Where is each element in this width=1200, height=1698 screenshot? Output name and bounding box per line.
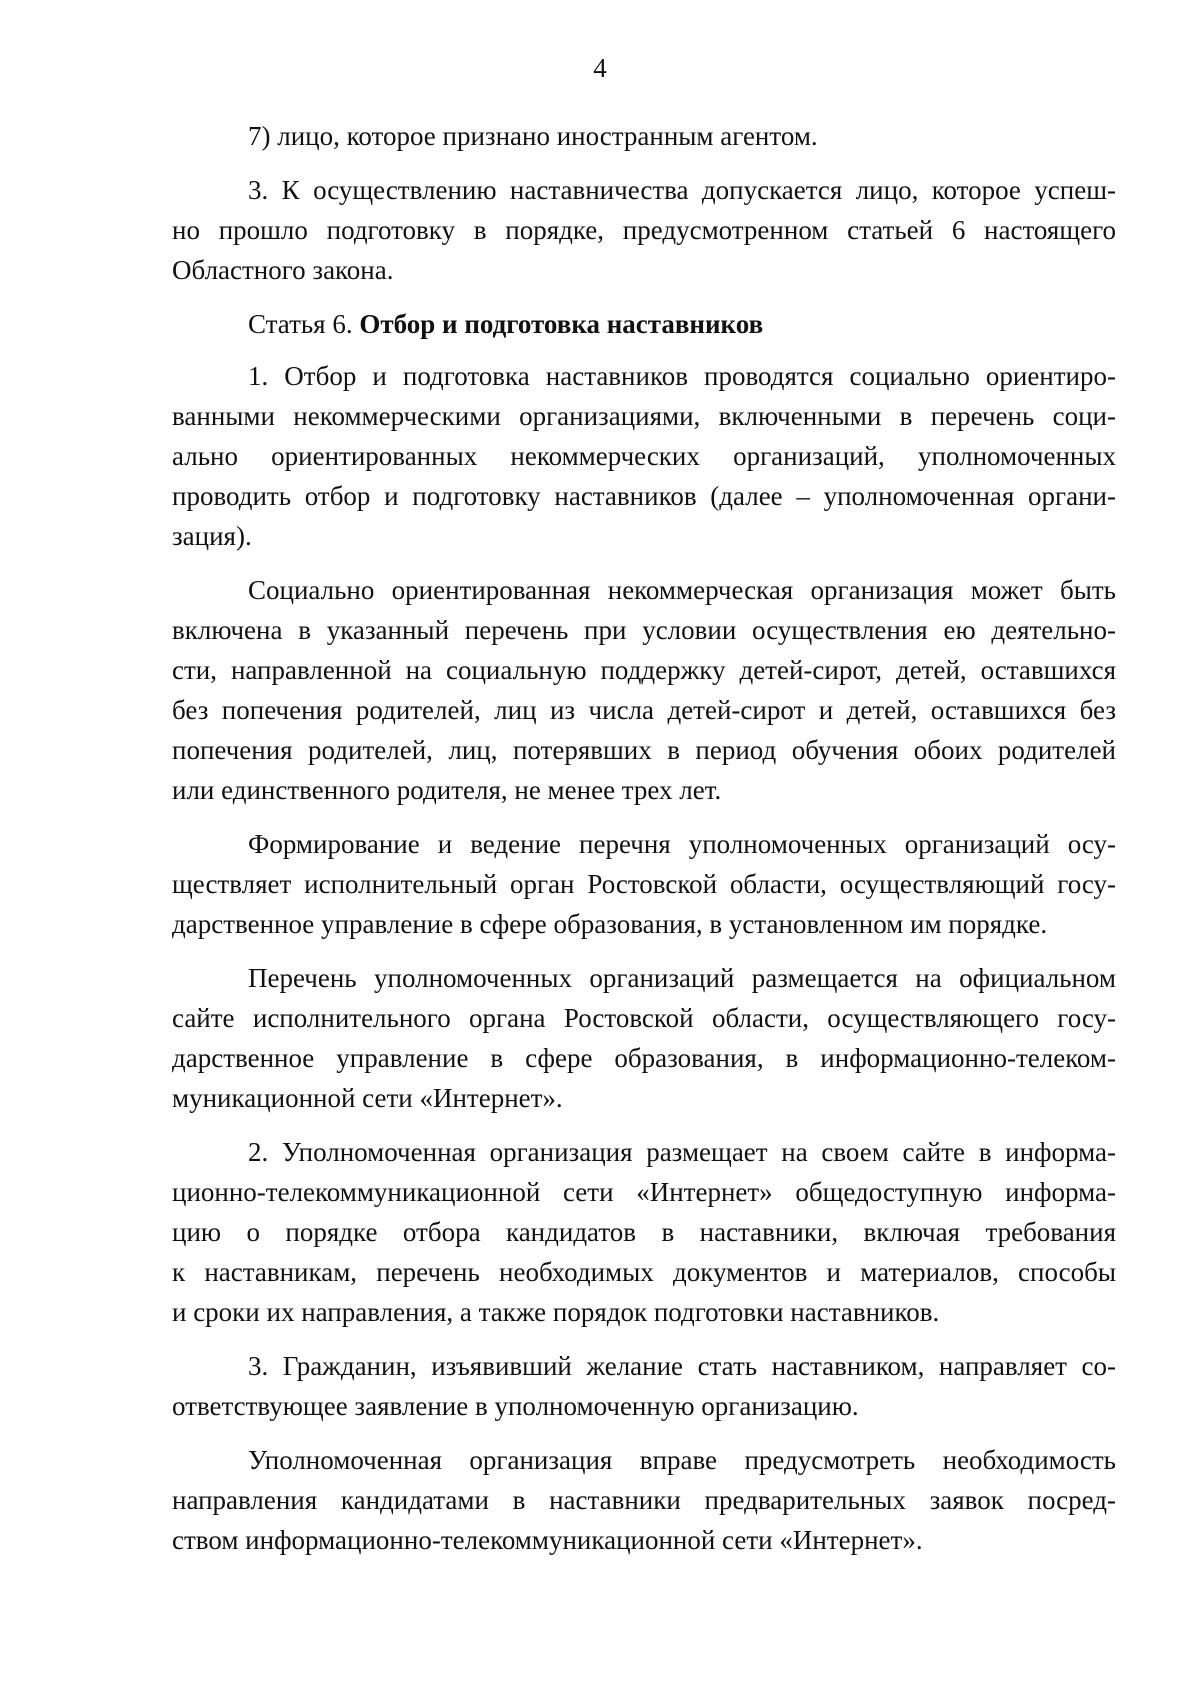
text-line: ально ориентированных некоммерческих организаций, уполномоченных [172,441,1116,471]
text-line: 1. Отбор и подготовка наставников проводятся социально ориентиро- [248,361,1116,391]
text-line: Перечень уполномоченных организаций размещается на официальном [248,963,1116,993]
text-line: ответствующее заявление в уполномоченную организацию. [172,1391,859,1421]
paragraph-item-2-information [172,1132,1116,1332]
paragraph-preliminary-applications [172,1440,1116,1560]
text-line: Социально ориентированная некоммерческая организация может быть [248,575,1116,605]
text-line: 3. Гражданин, изъявивший желание стать наставником, направляет со- [248,1351,1116,1381]
paragraph-list-formation [172,824,1116,944]
paragraph-nko-inclusion [172,570,1116,810]
text-line: сти, направленной на социальную поддержку детей-сирот, детей, оставшихся [172,655,1116,685]
text-line: дарственное управление в сфере образования, в информационно-телеком- [172,1043,1116,1073]
text-line: дарственное управление в сфере образования, в установленном им порядке. [172,909,1048,939]
article-heading [172,304,1116,344]
text-line: Уполномоченная организация вправе предусмотреть необходимость [248,1445,1116,1475]
text-line: ционно-телекоммуникационной сети «Интернет» общедоступную информа- [172,1177,1116,1207]
text-line: 7) лицо, которое признано иностранным агентом. [248,121,818,151]
text-line: и сроки их направления, а также порядок подготовки наставников. [172,1297,940,1327]
text-line: ществляет исполнительный орган Ростовской области, осуществляющий госу- [172,869,1116,899]
text-line: включена в указанный перечень при условии осуществления ею деятельно- [172,615,1116,645]
article-title: Отбор и подготовка наставников [359,309,764,339]
text-line: 2. Уполномоченная организация размещает на своем сайте в информа- [248,1137,1116,1167]
paragraph-item-1-selection [172,356,1116,556]
article-number: Статья 6. [248,309,360,339]
text-line: 3. К осуществлению наставничества допускается лицо, которое успеш- [248,175,1116,205]
text-line: цию о порядке отбора кандидатов в наставники, включая требования [172,1217,1116,1247]
text-line: зация). [172,521,252,551]
text-line: ством информационно-телекоммуникационной сети «Интернет». [172,1525,923,1555]
paragraph-item-3-application [172,1346,1116,1426]
text-line: но прошло подготовку в порядке, предусмотренном статьей 6 настоящего [172,215,1116,245]
text-line: к наставникам, перечень необходимых документов и материалов, способы [172,1257,1116,1287]
text-line: проводить отбор и подготовку наставников (далее – уполномоченная органи- [172,481,1116,511]
text-line: Областного закона. [172,255,394,285]
text-line: направления кандидатами в наставники предварительных заявок посред- [172,1485,1116,1515]
text-line: попечения родителей, лиц, потерявших в период обучения обоих родителей [172,735,1116,765]
paragraph-list-publication [172,958,1116,1118]
page-number: 4 [593,53,607,83]
paragraph-item-3-admission [172,170,1116,290]
text-line: ванными некоммерческими организациями, включенными в перечень соци- [172,401,1116,431]
paragraph-list-item-7 [172,116,1116,156]
text-line: сайте исполнительного органа Ростовской области, осуществляющего госу- [172,1003,1116,1033]
text-line: или единственного родителя, не менее трех лет. [172,775,722,805]
text-line: без попечения родителей, лиц из числа детей-сирот и детей, оставшихся без [172,695,1116,725]
document-body [172,116,1116,1574]
text-line: Формирование и ведение перечня уполномоченных организаций осу- [248,829,1116,859]
text-line: муникационной сети «Интернет». [172,1083,563,1113]
